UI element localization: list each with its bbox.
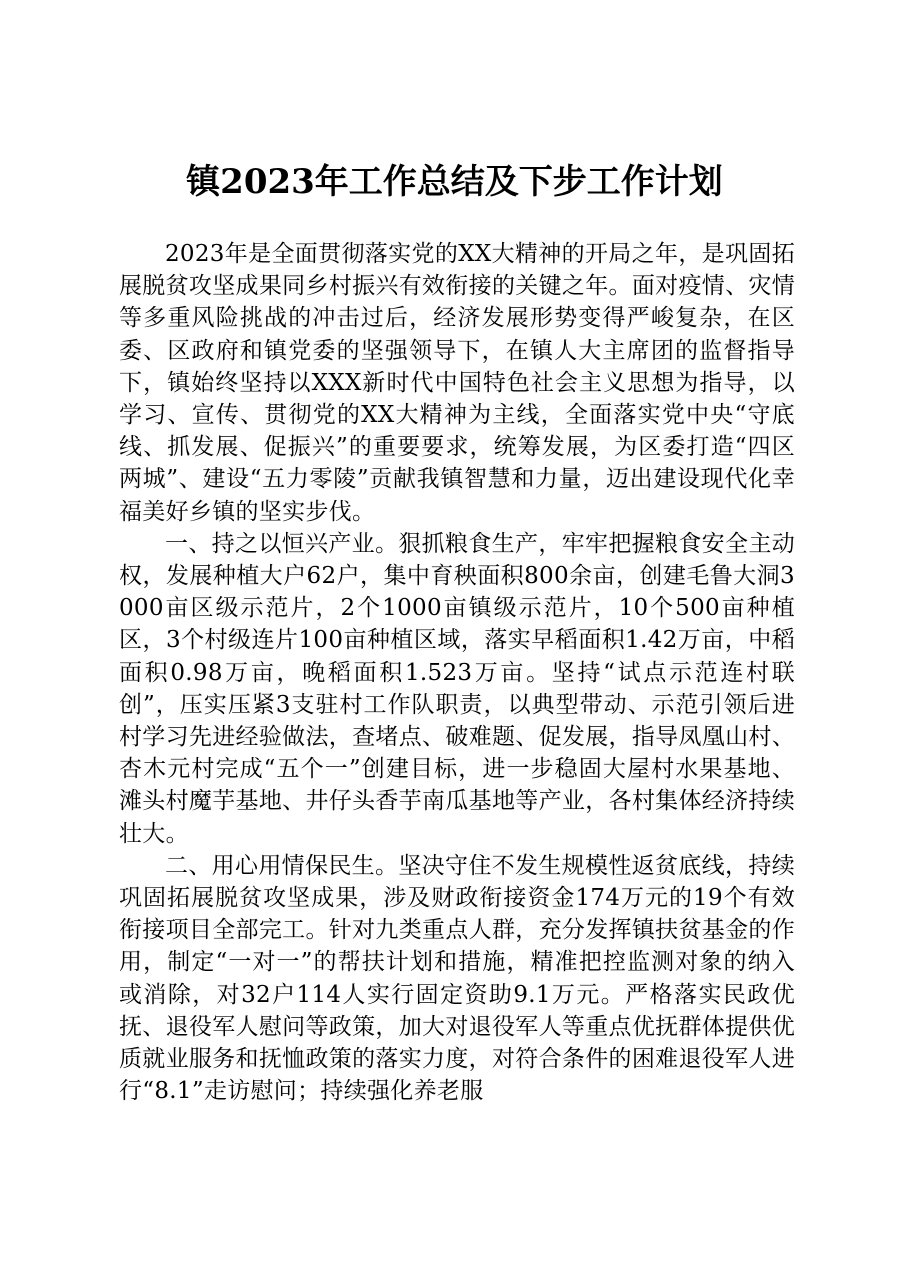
paragraph-industry: 一、持之以恒兴产业。狠抓粮食生产，牢牢把握粮食安全主动权，发展种植大户62户，集中育秧面积800余亩，创建毛鲁大洞3000亩区级示范片，2个1000亩镇级示范片，10个500亩种植区，3个村级连片100亩种植区域，落实早稻面积1.42万亩，中稻面积0.98万亩，晚稻面积1.523万亩。坚持“试点示范连村联创”，压实压紧3支驻村工作队职责，以典型带动、示范引领后进村学习先进经验做法，查堵点、破难题、促发展，指导凤凰山村、杏木元村完成“五个一”创建目标，进一步稳固大屋村水果基地、滩头村魔芋基地、井仔头香芋南瓜基地等产业，各村集体经济持续壮大。 xyxy=(119,530,795,847)
document-title: 镇2023年工作总结及下步工作计划 xyxy=(186,162,723,202)
document-body xyxy=(119,238,795,1107)
paragraph-intro: 2023年是全面贯彻落实党的XX大精神的开局之年，是巩固拓展脱贫攻坚成果同乡村振兴有效衔接的关键之年。面对疫情、灾情等多重风险挑战的冲击过后，经济发展形势变得严峻复杂，在区委、区政府和镇党委的坚强领导下，在镇人大主席团的监督指导下，镇始终坚持以XXX新时代中国特色社会主义思想为指导，以学习、宣传、贯彻党的XX大精神为主线，全面落实党中央“守底线、抓发展、促振兴”的重要要求，统筹发展，为区委打造“四区两城”、建设“五力零陵”贡献我镇智慧和力量，迈出建设现代化幸福美好乡镇的坚实步伐。 xyxy=(119,241,795,525)
paragraph-livelihood: 二、用心用情保民生。坚决守住不发生规模性返贫底线，持续巩固拓展脱贫攻坚成果，涉及财政衔接资金174万元的19个有效衔接项目全部完工。针对九类重点人群，充分发挥镇扶贫基金的作用，制定“一对一”的帮扶计划和措施，精准把控监测对象的纳入或消除，对32户114人实行固定资助9.1万元。严格落实民政优抚、退役军人慰问等政策，加大对退役军人等重点优抚群体提供优质就业服务和抚恤政策的落实力度，对符合条件的困难退役军人进行“8.1”走访慰问；持续强化养老服 xyxy=(119,852,795,1105)
